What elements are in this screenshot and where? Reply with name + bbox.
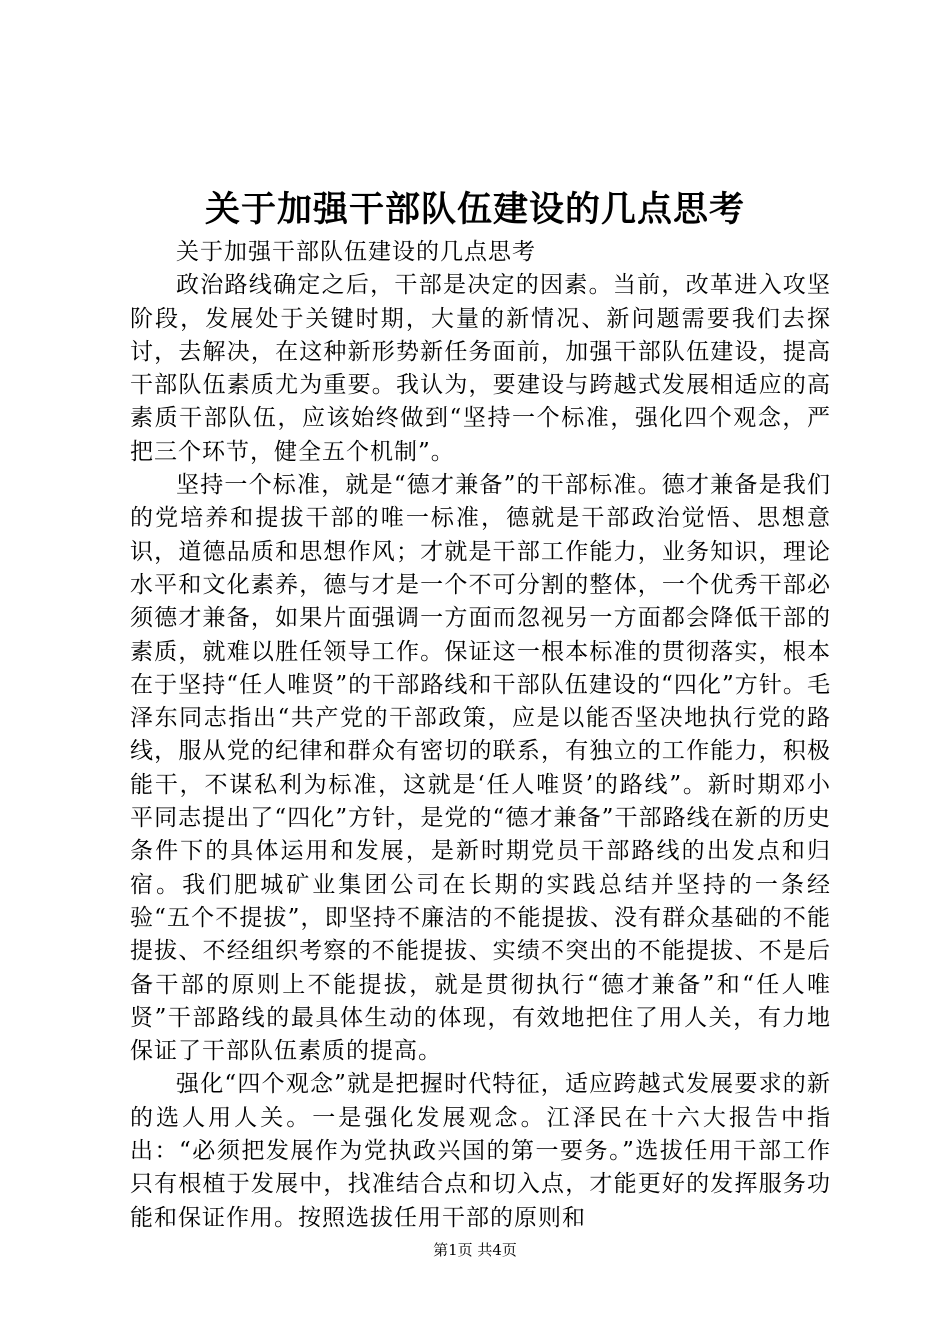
document-body	[130, 236, 831, 1235]
paragraph-2: 坚持一个标准，就是“德才兼备”的干部标准。德才兼备是我们的党培养和提拔干部的唯一标准，德就是干部政治觉悟、思想意识，道德品质和思想作风；才就是干部工作能力，业务知识，理论水平和文化素养，德与才是一个不可分割的整体，一个优秀干部必须德才兼备，如果片面强调一方面而忽视另一方面都会降低干部的素质，就难以胜任领导工作。保证这一根本标准的贯彻落实，根本在于坚持“任人唯贤”的干部路线和干部队伍建设的“四化”方针。毛泽东同志指出“共产党的干部政策，应是以能否坚决地执行党的路线，服从党的纪律和群众有密切的联系，有独立的工作能力，积极能干，不谋私利为标准，这就是‘任人唯贤’的路线”。新时期邓小平同志提出了“四化”方针，是党的“德才兼备”干部路线在新的历史条件下的具体运用和发展，是新时期党员干部路线的出发点和归宿。我们肥城矿业集团公司在长期的实践总结并坚持的一条经验“五个不提拔”，即坚持不廉洁的不能提拔、没有群众基础的不能提拔、不经组织考察的不能提拔、实绩不突出的不能提拔、不是后备干部的原则上不能提拔，就是贯彻执行“德才兼备”和“任人唯贤”干部路线的最具体生动的体现，有效地把住了用人关，有力地保证了干部队伍素质的提高。	[130, 472, 831, 1065]
paragraph-3: 强化“四个观念”就是把握时代特征，适应跨越式发展要求的新的选人用人关。一是强化发展观念。江泽民在十六大报告中指出：“必须把发展作为党执政兴国的第一要务。”选拔任用干部工作只有根植于发展中，找准结合点和切入点，才能更好的发挥服务功能和保证作用。按照选拔任用干部的原则和	[130, 1071, 831, 1231]
page-number-footer: 第1页 共4页	[433, 1241, 517, 1259]
paragraph-1: 政治路线确定之后，干部是决定的因素。当前，改革进入攻坚阶段，发展处于关键时期，大量的新情况、新问题需要我们去探讨，去解决，在这种新形势新任务面前，加强干部队伍建设，提高干部队伍素质尤为重要。我认为，要建设与跨越式发展相适应的高素质干部队伍，应该始终做到“坚持一个标准，强化四个观念，严把三个环节，健全五个机制”。	[130, 272, 831, 465]
document-title: 关于加强干部队伍建设的几点思考	[204, 189, 745, 230]
document-subtitle: 关于加强干部队伍建设的几点思考	[176, 239, 536, 265]
